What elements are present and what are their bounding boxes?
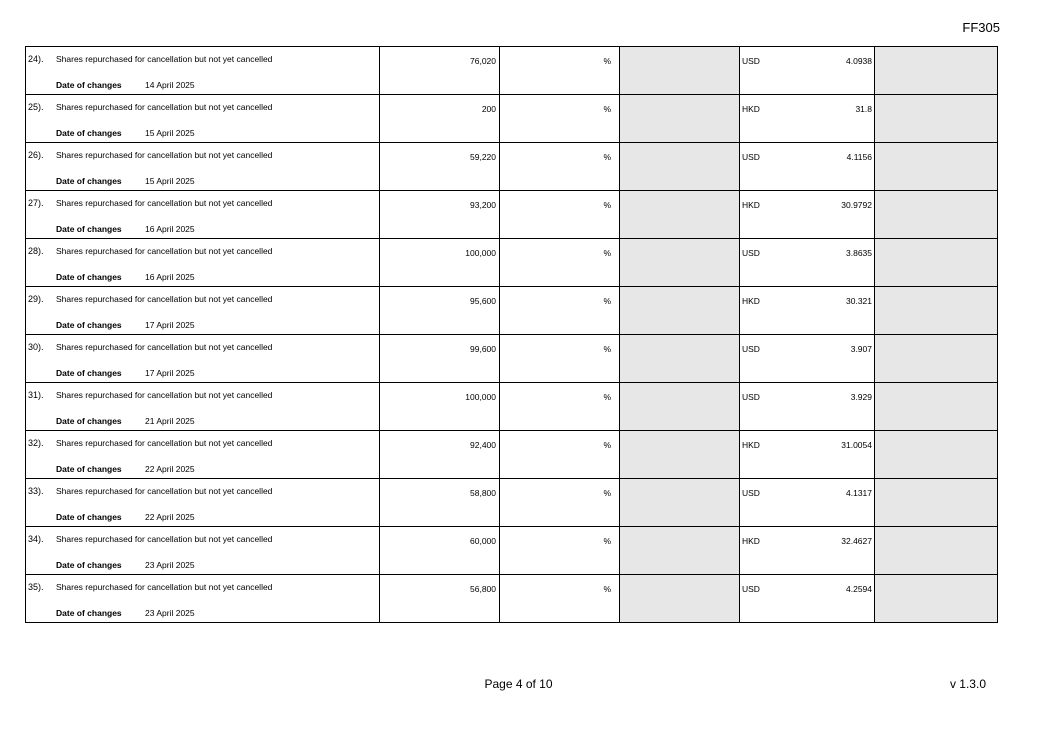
- price-value: 30.321: [846, 296, 872, 306]
- shaded-cell: [620, 575, 740, 623]
- date-of-changes-label: Date of changes: [56, 320, 122, 330]
- percent-sign: %: [603, 488, 611, 498]
- shares-value: 99,600: [470, 344, 496, 354]
- shares-value: 92,400: [470, 440, 496, 450]
- shaded-cell: [620, 95, 740, 143]
- change-description: Shares repurchased for cancellation but not yet cancelled: [56, 54, 273, 64]
- shares-cell: [380, 527, 500, 575]
- row-number: 28).: [28, 246, 44, 256]
- percent-sign: %: [603, 200, 611, 210]
- shares-cell: [380, 431, 500, 479]
- percent-cell: [500, 95, 620, 143]
- currency: HKD: [742, 104, 760, 114]
- currency: USD: [742, 392, 760, 402]
- date-of-changes-value: 17 April 2025: [145, 320, 195, 330]
- date-of-changes-value: 23 April 2025: [145, 560, 195, 570]
- shares-cell: [380, 479, 500, 527]
- description-cell: [26, 95, 380, 143]
- row-number: 31).: [28, 390, 44, 400]
- percent-sign: %: [603, 440, 611, 450]
- description-cell: [26, 335, 380, 383]
- date-of-changes-label: Date of changes: [56, 560, 122, 570]
- description-cell: [26, 383, 380, 431]
- shares-cell: [380, 143, 500, 191]
- percent-sign: %: [603, 344, 611, 354]
- table-row: [26, 431, 998, 479]
- change-description: Shares repurchased for cancellation but not yet cancelled: [56, 486, 273, 496]
- price-value: 31.0054: [841, 440, 872, 450]
- shaded-cell: [875, 143, 998, 191]
- row-number: 27).: [28, 198, 44, 208]
- currency: USD: [742, 344, 760, 354]
- date-of-changes-label: Date of changes: [56, 368, 122, 378]
- shaded-cell: [875, 95, 998, 143]
- shares-value: 58,800: [470, 488, 496, 498]
- currency: HKD: [742, 536, 760, 546]
- page-number: Page 4 of 10: [484, 677, 553, 691]
- price-cell: [740, 431, 875, 479]
- table-row: [26, 95, 998, 143]
- shares-value: 76,020: [470, 56, 496, 66]
- price-cell: [740, 527, 875, 575]
- description-cell: [26, 143, 380, 191]
- shares-value: 200: [481, 104, 496, 114]
- percent-cell: [500, 575, 620, 623]
- row-number: 30).: [28, 342, 44, 352]
- percent-cell: [500, 287, 620, 335]
- price-cell: [740, 143, 875, 191]
- percent-cell: [500, 527, 620, 575]
- row-number: 25).: [28, 102, 44, 112]
- row-number: 32).: [28, 438, 44, 448]
- shares-value: 56,800: [470, 584, 496, 594]
- price-value: 4.0938: [846, 56, 872, 66]
- table-row: [26, 239, 998, 287]
- shaded-cell: [620, 143, 740, 191]
- change-description: Shares repurchased for cancellation but not yet cancelled: [56, 294, 273, 304]
- date-of-changes-value: 15 April 2025: [145, 128, 195, 138]
- shaded-cell: [875, 527, 998, 575]
- shaded-cell: [620, 47, 740, 95]
- percent-cell: [500, 47, 620, 95]
- date-of-changes-value: 15 April 2025: [145, 176, 195, 186]
- price-cell: [740, 191, 875, 239]
- share-changes-table: [25, 46, 998, 623]
- date-of-changes-value: 22 April 2025: [145, 464, 195, 474]
- date-of-changes-label: Date of changes: [56, 512, 122, 522]
- description-cell: [26, 239, 380, 287]
- shaded-cell: [620, 287, 740, 335]
- shaded-cell: [875, 47, 998, 95]
- percent-cell: [500, 431, 620, 479]
- table-row: [26, 575, 998, 623]
- price-cell: [740, 287, 875, 335]
- price-cell: [740, 239, 875, 287]
- currency: USD: [742, 56, 760, 66]
- date-of-changes-value: 22 April 2025: [145, 512, 195, 522]
- currency: USD: [742, 248, 760, 258]
- percent-cell: [500, 239, 620, 287]
- currency: USD: [742, 584, 760, 594]
- percent-sign: %: [603, 536, 611, 546]
- date-of-changes-label: Date of changes: [56, 416, 122, 426]
- date-of-changes-value: 23 April 2025: [145, 608, 195, 618]
- price-cell: [740, 575, 875, 623]
- percent-sign: %: [603, 152, 611, 162]
- currency: USD: [742, 488, 760, 498]
- date-of-changes-value: 16 April 2025: [145, 272, 195, 282]
- shares-value: 100,000: [465, 248, 496, 258]
- version-label: v 1.3.0: [949, 677, 986, 691]
- change-description: Shares repurchased for cancellation but not yet cancelled: [56, 198, 273, 208]
- shaded-cell: [620, 431, 740, 479]
- change-description: Shares repurchased for cancellation but not yet cancelled: [56, 102, 273, 112]
- shares-value: 93,200: [470, 200, 496, 210]
- description-cell: [26, 479, 380, 527]
- form-code: FF305: [962, 20, 1000, 35]
- price-cell: [740, 95, 875, 143]
- shaded-cell: [875, 479, 998, 527]
- table-body: [26, 47, 998, 623]
- description-cell: [26, 575, 380, 623]
- date-of-changes-value: 16 April 2025: [145, 224, 195, 234]
- date-of-changes-label: Date of changes: [56, 272, 122, 282]
- percent-sign: %: [603, 104, 611, 114]
- price-value: 30.9792: [841, 200, 872, 210]
- percent-cell: [500, 383, 620, 431]
- shares-cell: [380, 575, 500, 623]
- row-number: 26).: [28, 150, 44, 160]
- date-of-changes-label: Date of changes: [56, 464, 122, 474]
- price-cell: [740, 335, 875, 383]
- table-row: [26, 191, 998, 239]
- percent-cell: [500, 335, 620, 383]
- price-value: 3.8635: [846, 248, 872, 258]
- change-description: Shares repurchased for cancellation but not yet cancelled: [56, 534, 273, 544]
- change-description: Shares repurchased for cancellation but not yet cancelled: [56, 150, 273, 160]
- shares-value: 59,220: [470, 152, 496, 162]
- currency: HKD: [742, 200, 760, 210]
- price-value: 4.1317: [846, 488, 872, 498]
- price-value: 3.929: [850, 392, 872, 402]
- percent-cell: [500, 479, 620, 527]
- row-number: 29).: [28, 294, 44, 304]
- price-value: 4.2594: [846, 584, 872, 594]
- percent-sign: %: [603, 392, 611, 402]
- percent-sign: %: [603, 584, 611, 594]
- change-description: Shares repurchased for cancellation but not yet cancelled: [56, 390, 273, 400]
- price-cell: [740, 479, 875, 527]
- shares-cell: [380, 383, 500, 431]
- row-number: 34).: [28, 534, 44, 544]
- change-description: Shares repurchased for cancellation but not yet cancelled: [56, 246, 273, 256]
- currency: HKD: [742, 296, 760, 306]
- change-description: Shares repurchased for cancellation but not yet cancelled: [56, 342, 273, 352]
- shares-cell: [380, 95, 500, 143]
- shares-cell: [380, 191, 500, 239]
- description-cell: [26, 527, 380, 575]
- date-of-changes-value: 14 April 2025: [145, 80, 195, 90]
- row-number: 24).: [28, 54, 44, 64]
- percent-cell: [500, 191, 620, 239]
- price-value: 32.4627: [841, 536, 872, 546]
- table-row: [26, 287, 998, 335]
- shaded-cell: [875, 335, 998, 383]
- shaded-cell: [875, 239, 998, 287]
- shaded-cell: [620, 335, 740, 383]
- percent-sign: %: [603, 296, 611, 306]
- shares-cell: [380, 335, 500, 383]
- price-cell: [740, 383, 875, 431]
- table-row: [26, 479, 998, 527]
- description-cell: [26, 287, 380, 335]
- percent-cell: [500, 143, 620, 191]
- shaded-cell: [875, 383, 998, 431]
- currency: USD: [742, 152, 760, 162]
- shaded-cell: [875, 431, 998, 479]
- change-description: Shares repurchased for cancellation but not yet cancelled: [56, 582, 273, 592]
- shaded-cell: [875, 287, 998, 335]
- price-value: 3.907: [850, 344, 872, 354]
- row-number: 33).: [28, 486, 44, 496]
- shares-value: 60,000: [470, 536, 496, 546]
- percent-sign: %: [603, 56, 611, 66]
- date-of-changes-label: Date of changes: [56, 608, 122, 618]
- shares-cell: [380, 239, 500, 287]
- table-row: [26, 527, 998, 575]
- shaded-cell: [620, 239, 740, 287]
- shares-cell: [380, 287, 500, 335]
- table-row: [26, 47, 998, 95]
- table-row: [26, 335, 998, 383]
- date-of-changes-label: Date of changes: [56, 128, 122, 138]
- date-of-changes-label: Date of changes: [56, 176, 122, 186]
- date-of-changes-label: Date of changes: [56, 80, 122, 90]
- percent-sign: %: [603, 248, 611, 258]
- price-cell: [740, 47, 875, 95]
- date-of-changes-label: Date of changes: [56, 224, 122, 234]
- description-cell: [26, 431, 380, 479]
- price-value: 31.8: [855, 104, 872, 114]
- description-cell: [26, 47, 380, 95]
- date-of-changes-value: 21 April 2025: [145, 416, 195, 426]
- currency: HKD: [742, 440, 760, 450]
- description-cell: [26, 191, 380, 239]
- table-row: [26, 143, 998, 191]
- shaded-cell: [620, 191, 740, 239]
- shaded-cell: [620, 383, 740, 431]
- change-description: Shares repurchased for cancellation but not yet cancelled: [56, 438, 273, 448]
- row-number: 35).: [28, 582, 44, 592]
- shares-cell: [380, 47, 500, 95]
- shares-value: 95,600: [470, 296, 496, 306]
- table-row: [26, 383, 998, 431]
- price-value: 4.1156: [846, 152, 872, 162]
- shaded-cell: [875, 575, 998, 623]
- shares-value: 100,000: [465, 392, 496, 402]
- date-of-changes-value: 17 April 2025: [145, 368, 195, 378]
- shaded-cell: [620, 479, 740, 527]
- shaded-cell: [620, 527, 740, 575]
- shaded-cell: [875, 191, 998, 239]
